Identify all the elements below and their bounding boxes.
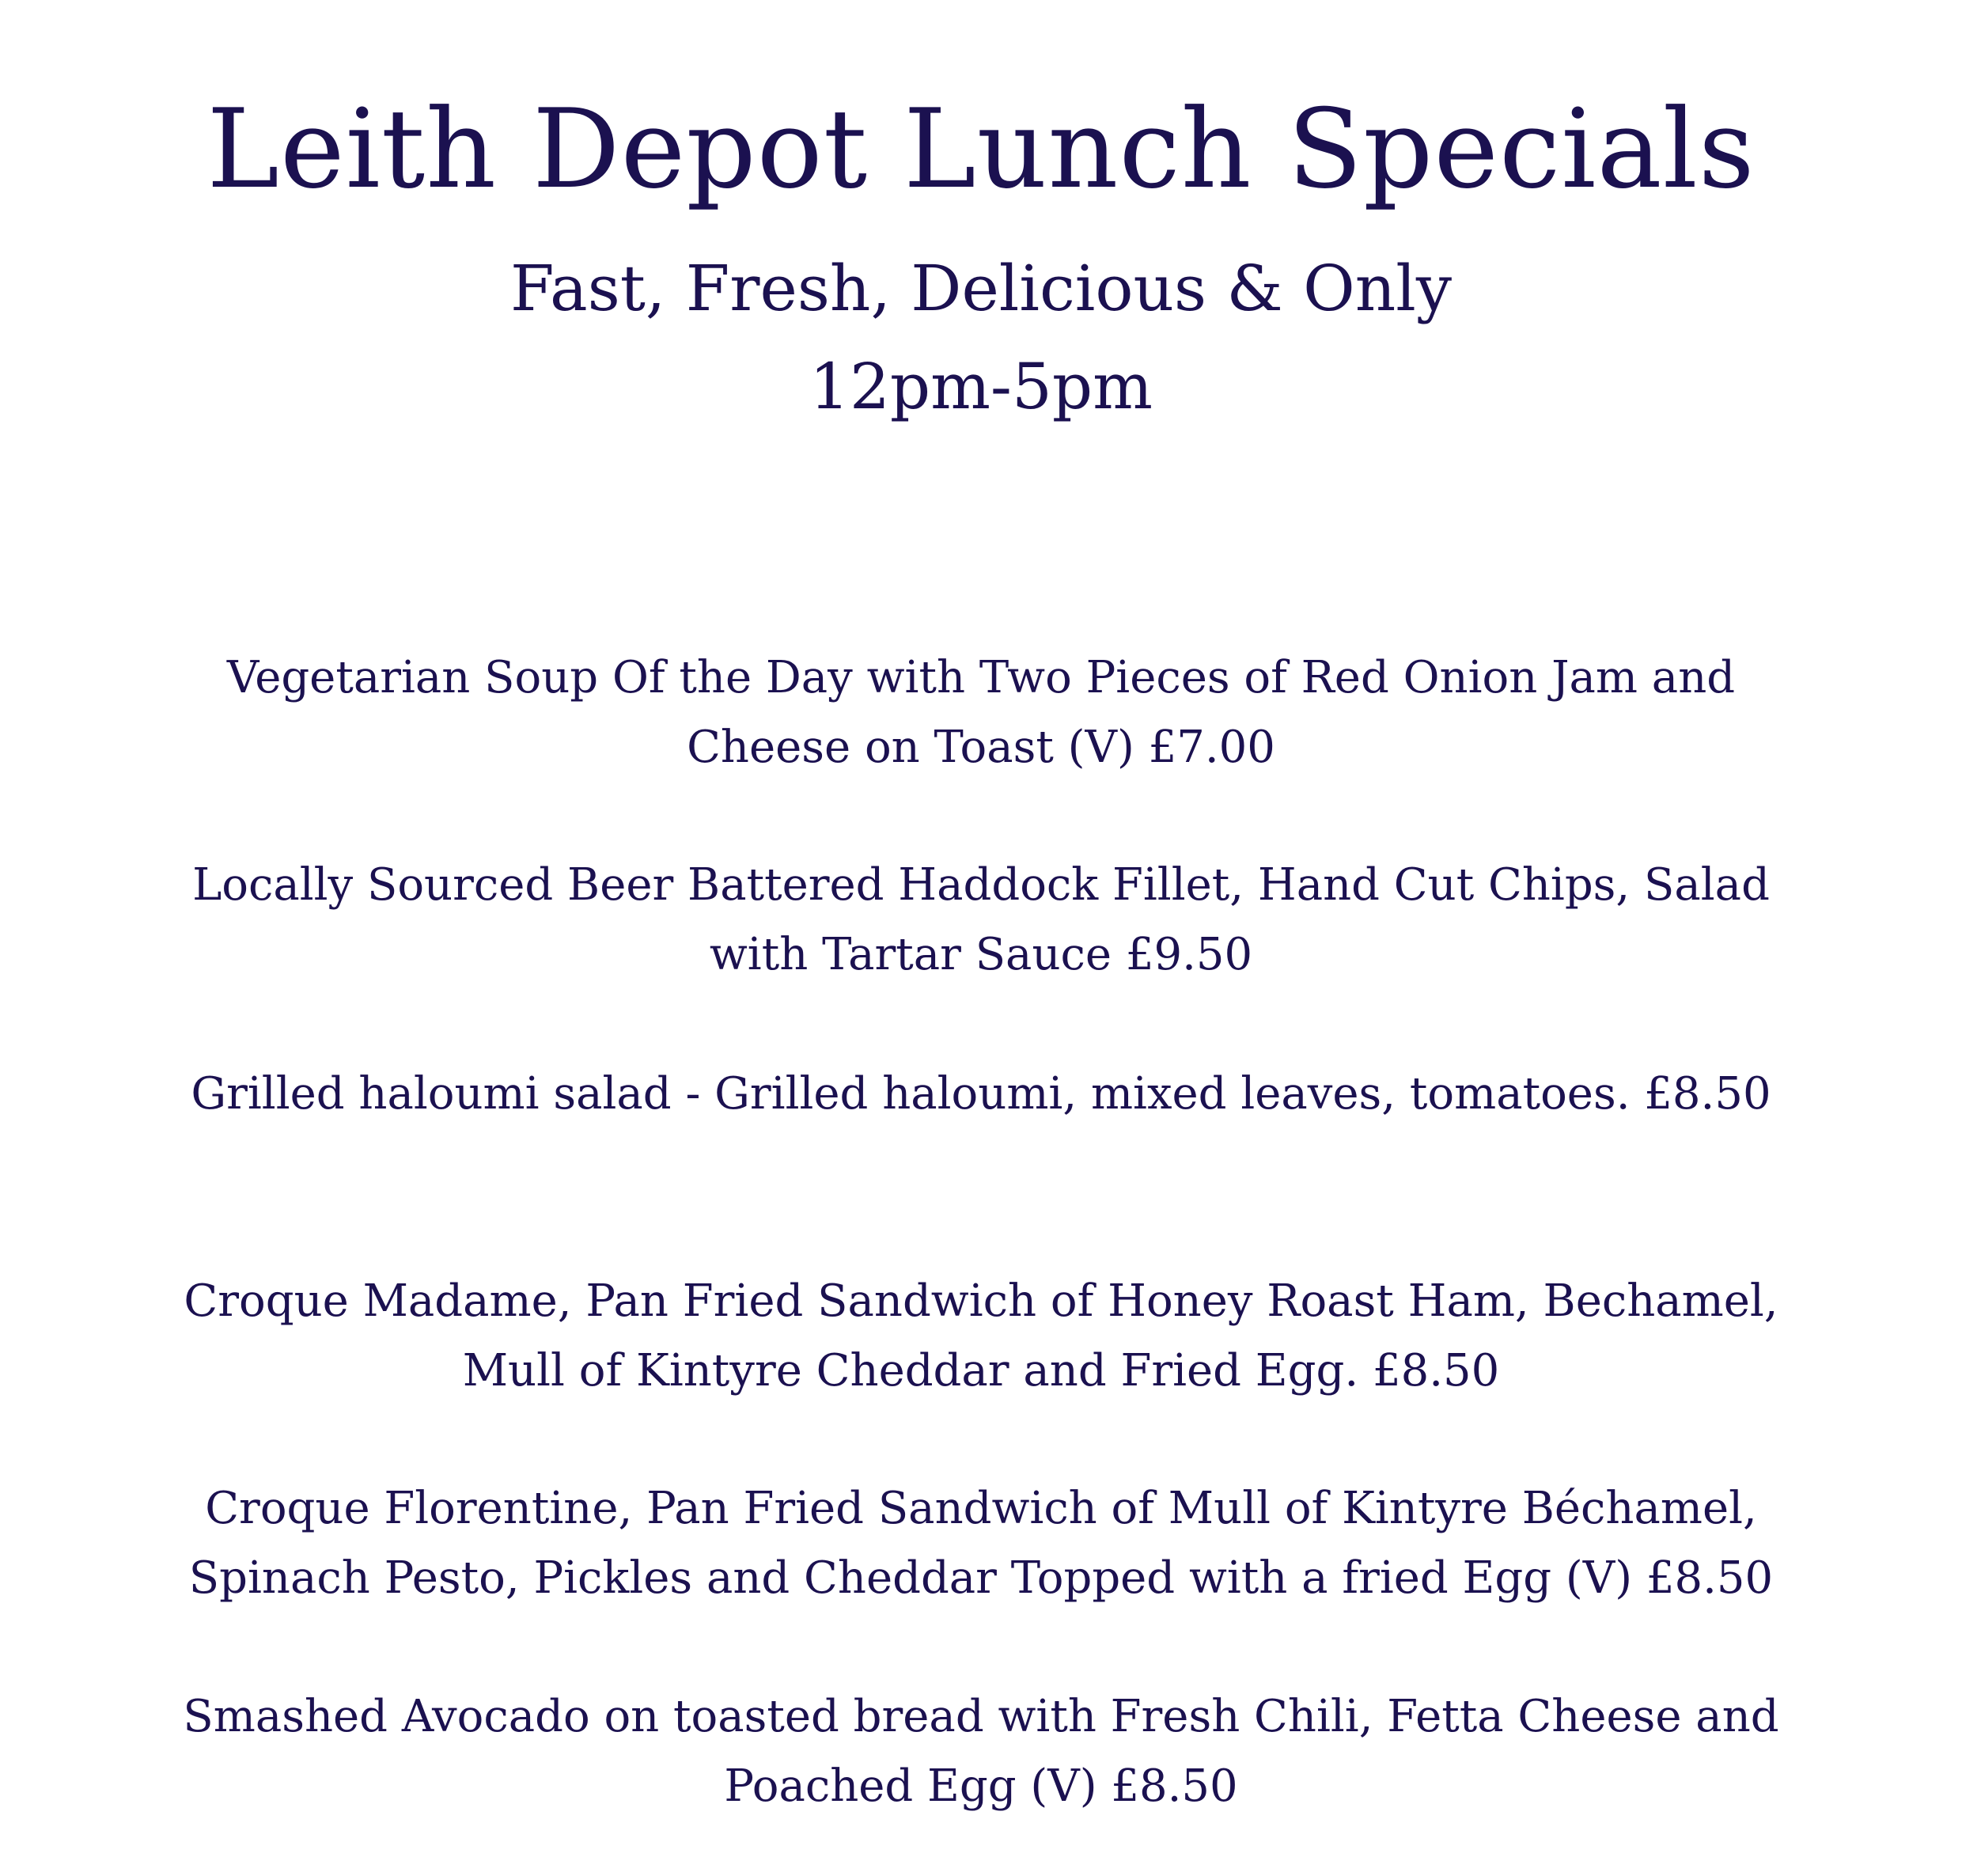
menu-item-line: with Tartar Sauce £9.50 bbox=[709, 929, 1253, 980]
menu-item-line: Cheese on Toast (V) £7.00 bbox=[687, 722, 1275, 773]
menu-item-line: Vegetarian Soup Of the Day with Two Pieces of Red Onion Jam and bbox=[226, 652, 1736, 703]
subtitle-tagline: Fast, Fresh, Delicious & Only bbox=[509, 252, 1453, 325]
page-title: Leith Depot Lunch Specials bbox=[206, 85, 1756, 213]
menu-item-line: Croque Madame, Pan Fried Sandwich of Honey Roast Ham, Bechamel, bbox=[184, 1275, 1778, 1327]
menu-item-line: Locally Sourced Beer Battered Haddock Fillet, Hand Cut Chips, Salad bbox=[192, 859, 1770, 911]
subtitle-hours: 12pm-5pm bbox=[809, 350, 1153, 423]
menu-item-line: Grilled haloumi salad - Grilled haloumi, mixed leaves, tomatoes. £8.50 bbox=[191, 1068, 1771, 1120]
menu-item-line: Smashed Avocado on toasted bread with Fresh Chili, Fetta Cheese and bbox=[183, 1691, 1779, 1742]
menu-item-line: Spinach Pesto, Pickles and Cheddar Topped with a fried Egg (V) £8.50 bbox=[188, 1552, 1774, 1604]
menu-item-line: Poached Egg (V) £8.50 bbox=[724, 1760, 1238, 1812]
menu-item-line: Croque Florentine, Pan Fried Sandwich of Mull of Kintyre Béchamel, bbox=[205, 1483, 1757, 1534]
menu-item-line: Mull of Kintyre Cheddar and Fried Egg. £8.50 bbox=[462, 1345, 1500, 1397]
